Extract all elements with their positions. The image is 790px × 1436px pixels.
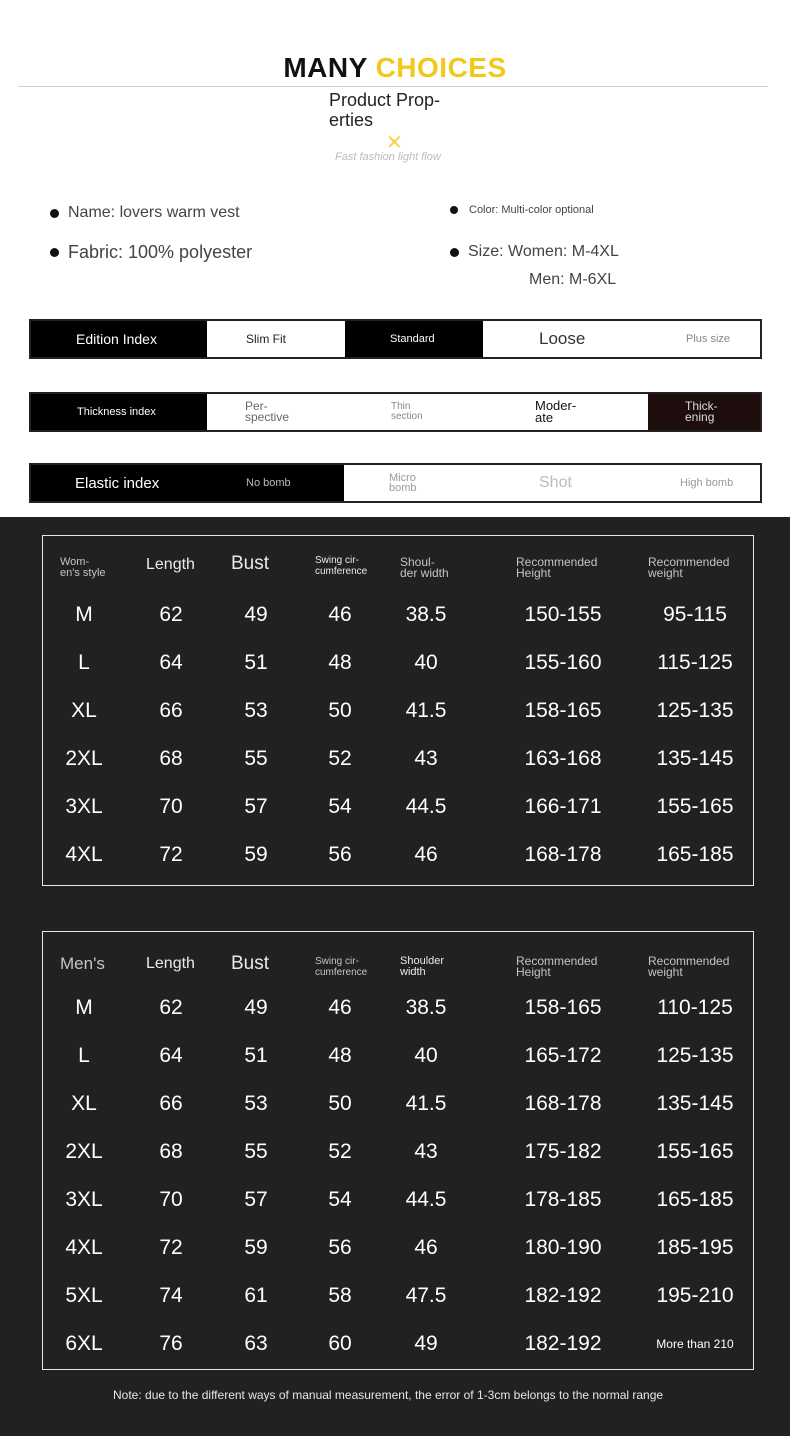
table-cell: 125-135 — [656, 1044, 734, 1067]
table-cell: 64 — [159, 651, 183, 674]
table-cell: 46 — [414, 1236, 438, 1259]
table-cell: 56 — [328, 1236, 352, 1259]
thickness-option-thin-section: Thin section — [391, 401, 423, 422]
table-cell: 55 — [244, 747, 268, 770]
table-cell: 66 — [159, 699, 183, 722]
header-divider — [18, 86, 768, 87]
table-cell: 52 — [328, 1140, 352, 1163]
elastic-option-shot: Shot — [539, 474, 572, 491]
table-cell: 40 — [414, 1044, 438, 1067]
table-cell: 95-115 — [663, 603, 727, 626]
table-cell: 54 — [328, 1188, 352, 1211]
title-part-1: MANY — [283, 52, 368, 83]
table-cell: 48 — [328, 1044, 352, 1067]
table-cell: 2XL — [65, 1140, 103, 1163]
column-header: Bust — [231, 953, 270, 974]
thickness-option-moderate: Moder- ate — [535, 398, 577, 425]
table-cell: 51 — [244, 651, 268, 674]
column-header: Length — [146, 955, 195, 972]
subtitle — [329, 90, 469, 130]
table-cell: M — [75, 996, 93, 1019]
table-cell: 57 — [244, 1188, 268, 1211]
table-cell: 70 — [159, 1188, 183, 1211]
table-cell: 165-185 — [656, 843, 734, 866]
table-cell: 46 — [328, 603, 352, 626]
column-header: Swing cir- cumference — [315, 956, 368, 978]
property-size — [450, 243, 619, 261]
table-cell: 70 — [159, 795, 183, 818]
table-cell: 2XL — [65, 747, 103, 770]
table-cell: 180-190 — [524, 1236, 602, 1259]
property-fabric-text: Fabric: 100% polyester — [68, 242, 253, 262]
column-header: Recommended weight — [648, 555, 730, 580]
column-header: Swing cir- cumference — [315, 555, 368, 577]
table-cell: 74 — [159, 1284, 183, 1307]
table-cell: 50 — [328, 699, 352, 722]
table-cell: 182-192 — [524, 1284, 602, 1307]
table-cell: 43 — [414, 747, 438, 770]
table-cell: 40 — [414, 651, 438, 674]
table-cell: 38.5 — [405, 996, 447, 1019]
table-cell: XL — [71, 699, 97, 722]
table-cell: 115-125 — [657, 651, 733, 674]
table-cell: L — [78, 1044, 90, 1067]
table-cell: 48 — [328, 651, 352, 674]
table-cell: 158-165 — [524, 699, 602, 722]
table-cell: 182-192 — [524, 1332, 602, 1355]
table-cell: 165-185 — [656, 1188, 734, 1211]
table-cell: 58 — [328, 1284, 352, 1307]
property-name — [50, 204, 240, 222]
table-cell: 56 — [328, 843, 352, 866]
table-cell: 3XL — [65, 1188, 103, 1211]
table-cell: 49 — [244, 996, 268, 1019]
title-part-2: CHOICES — [375, 52, 507, 83]
table-cell: 47.5 — [405, 1284, 447, 1307]
table-cell: 54 — [328, 795, 352, 818]
table-cell: 3XL — [65, 795, 103, 818]
edition-option-loose: Loose — [539, 329, 586, 348]
table-cell: 150-155 — [524, 603, 602, 626]
subtitle-line-2: erties — [329, 110, 374, 130]
table-cell: 155-165 — [656, 795, 734, 818]
table-cell: 68 — [159, 1140, 183, 1163]
column-header: Wom- en's style — [60, 556, 106, 579]
table-cell: 66 — [159, 1092, 183, 1115]
table-cell: 135-145 — [656, 747, 734, 770]
thickness-index-bar — [29, 392, 762, 432]
edition-index-label: Edition Index — [31, 321, 207, 357]
table-cell: 49 — [244, 603, 268, 626]
thickness-option-thickening: Thick- ening — [648, 394, 760, 430]
table-cell: 155-165 — [656, 1140, 734, 1163]
property-color — [450, 204, 594, 216]
table-cell: 158-165 — [524, 996, 602, 1019]
table-cell: 38.5 — [405, 603, 447, 626]
page-title — [0, 52, 790, 84]
column-header: Shoulder width — [400, 955, 445, 978]
table-cell: 57 — [244, 795, 268, 818]
table-cell: 155-160 — [524, 651, 602, 674]
table-cell: 49 — [414, 1332, 438, 1355]
table-cell: 64 — [159, 1044, 183, 1067]
cross-icon: ✕ — [386, 132, 403, 154]
table-cell: 59 — [244, 1236, 268, 1259]
table-cell: 168-178 — [524, 1092, 602, 1115]
table-cell: 68 — [159, 747, 183, 770]
column-header: Recommended weight — [648, 954, 730, 979]
table-cell: 4XL — [65, 843, 103, 866]
table-cell: 41.5 — [405, 1092, 447, 1115]
table-cell: 52 — [328, 747, 352, 770]
elastic-option-micro-bomb: Micro bomb — [389, 472, 417, 494]
table-cell: 53 — [244, 1092, 268, 1115]
column-header: Bust — [231, 553, 270, 574]
property-size-men-text: Men: M-6XL — [529, 271, 617, 288]
table-cell: 76 — [159, 1332, 183, 1355]
table-cell: 41.5 — [405, 699, 447, 722]
thickness-index-label: Thickness index — [31, 394, 207, 430]
column-header: Shoul- der width — [400, 555, 449, 580]
table-cell: 55 — [244, 1140, 268, 1163]
table-cell: 62 — [159, 603, 183, 626]
table-cell: 44.5 — [405, 795, 447, 818]
table-cell: M — [75, 603, 93, 626]
table-cell: 62 — [159, 996, 183, 1019]
table-cell: 63 — [244, 1332, 268, 1355]
table-cell: XL — [71, 1092, 97, 1115]
edition-index-bar — [29, 319, 762, 359]
table-cell: 44.5 — [405, 1188, 447, 1211]
table-cell: 61 — [244, 1284, 268, 1307]
table-cell: 50 — [328, 1092, 352, 1115]
table-cell: 5XL — [65, 1284, 103, 1307]
bullet-icon — [50, 209, 59, 218]
table-cell: 43 — [414, 1140, 438, 1163]
bullet-icon — [50, 248, 59, 257]
elastic-option-high-bomb: High bomb — [680, 477, 734, 489]
table-cell: 178-185 — [524, 1188, 602, 1211]
table-cell: 53 — [244, 699, 268, 722]
table-cell: 6XL — [65, 1332, 103, 1355]
table-cell: 72 — [159, 1236, 183, 1259]
property-color-text: Color: Multi-color optional — [469, 204, 594, 216]
elastic-index-bar — [29, 463, 762, 503]
edition-option-slim-fit: Slim Fit — [246, 332, 286, 346]
thickness-option-perspective: Per- spective — [245, 399, 290, 424]
table-cell: 166-171 — [524, 795, 602, 818]
table-cell: 51 — [244, 1044, 268, 1067]
table-cell: 185-195 — [656, 1236, 734, 1259]
table-cell: 165-172 — [524, 1044, 602, 1067]
property-size-men — [529, 271, 616, 289]
table-cell: 110-125 — [657, 996, 733, 1019]
tagline: Fast fashion light flow — [335, 151, 441, 163]
table-cell: 175-182 — [524, 1140, 602, 1163]
table-cell: 195-210 — [656, 1284, 734, 1307]
property-name-text: Name: lovers warm vest — [68, 204, 240, 221]
edition-option-plus-size: Plus size — [686, 333, 731, 345]
table-cell: 60 — [328, 1332, 352, 1355]
measurement-note: Note: due to the different ways of manual measurement, the error of 1-3cm belongs to the normal range — [113, 1388, 664, 1402]
table-cell: More than 210 — [656, 1337, 734, 1351]
table-cell: 4XL — [65, 1236, 103, 1259]
elastic-index-label: Elastic index — [31, 465, 207, 501]
table-cell: 163-168 — [524, 747, 602, 770]
column-header: Recommended Height — [516, 954, 598, 979]
column-header: Recommended Height — [516, 555, 598, 580]
bullet-icon — [450, 248, 459, 257]
bullet-icon — [450, 206, 458, 214]
column-header: Men's — [60, 954, 105, 973]
property-fabric — [50, 242, 252, 263]
table-cell: 135-145 — [656, 1092, 734, 1115]
table-cell: 46 — [328, 996, 352, 1019]
table-cell: 72 — [159, 843, 183, 866]
table-cell: 59 — [244, 843, 268, 866]
edition-option-standard: Standard — [345, 321, 483, 357]
table-cell: 46 — [414, 843, 438, 866]
table-cell: L — [78, 651, 90, 674]
column-header: Length — [146, 556, 195, 573]
table-cell: 125-135 — [656, 699, 734, 722]
table-cell: 168-178 — [524, 843, 602, 866]
subtitle-line-1: Product Prop- — [329, 90, 441, 110]
elastic-option-no-bomb: No bomb — [207, 465, 344, 501]
property-size-text: Size: Women: M-4XL — [468, 243, 619, 260]
